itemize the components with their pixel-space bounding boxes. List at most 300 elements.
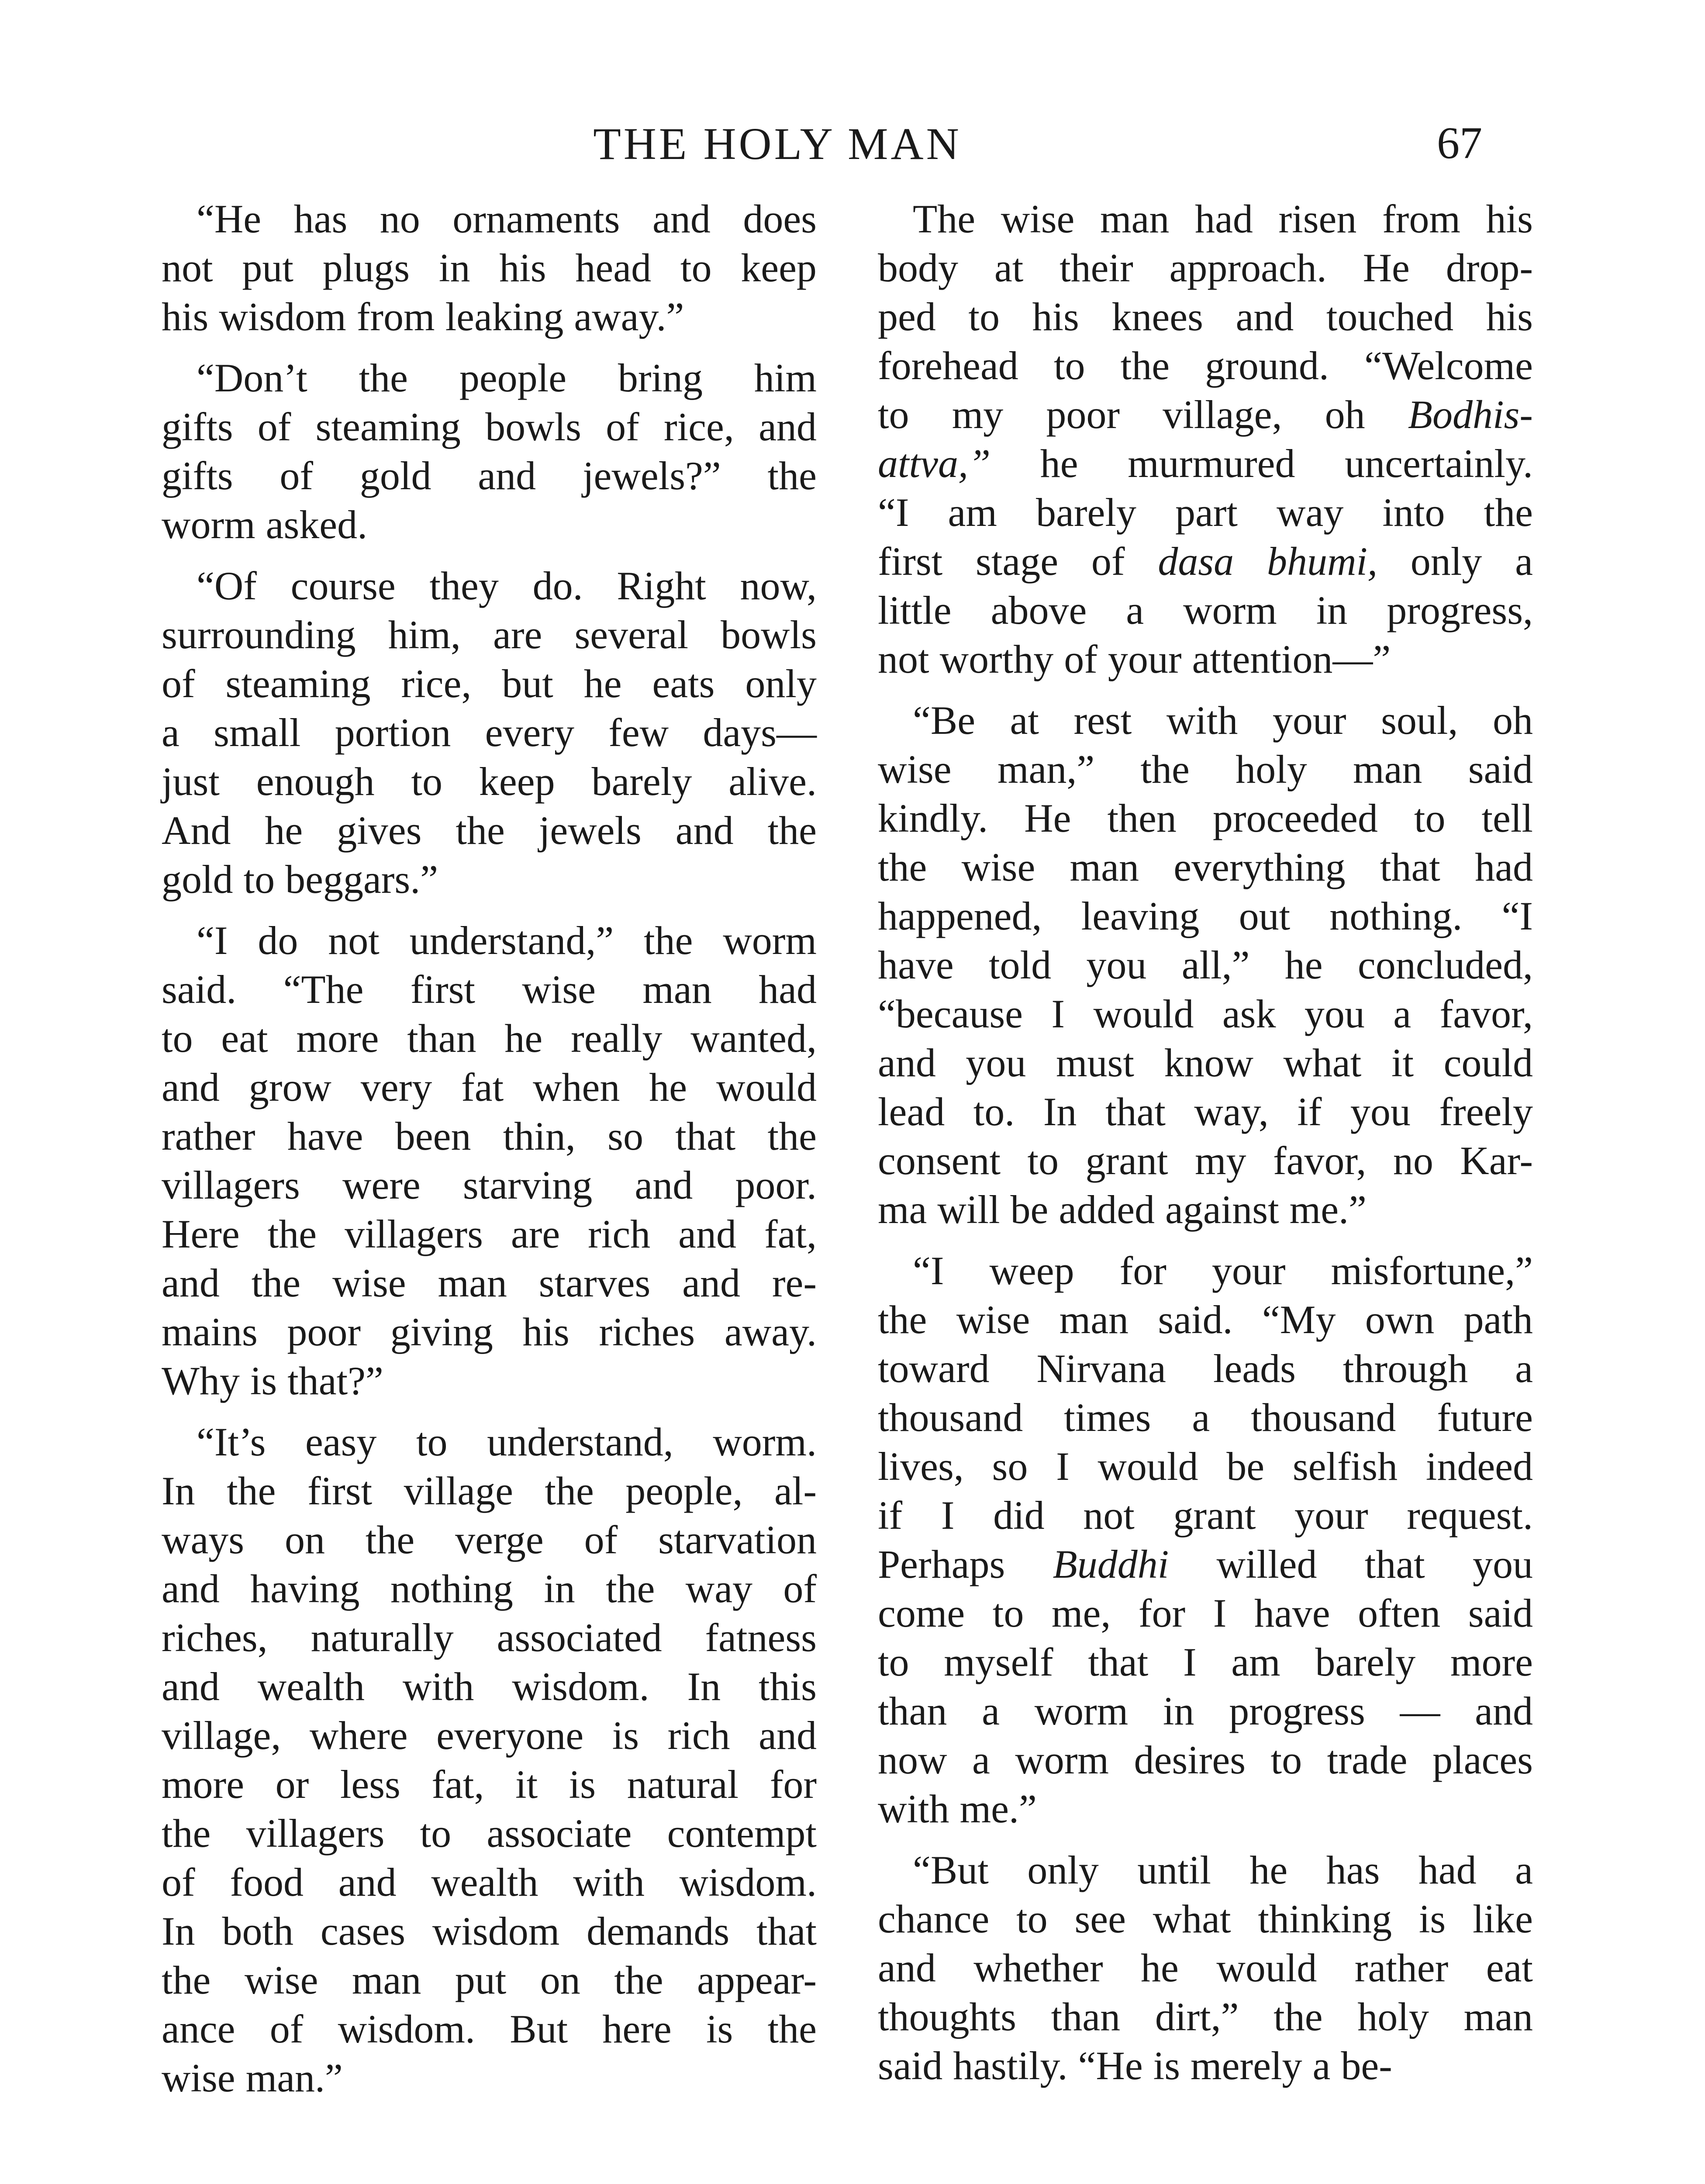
text-line <box>878 794 1533 843</box>
word: leaving <box>1081 894 1200 938</box>
word: that?” <box>287 1358 383 1403</box>
text-line <box>878 1784 1533 1833</box>
word: the <box>644 918 693 963</box>
word: from <box>1382 197 1460 241</box>
word: In <box>162 1909 195 1953</box>
word: man <box>1463 1994 1533 2039</box>
word: the <box>767 2007 817 2051</box>
word: understand, <box>487 1420 673 1464</box>
word: a <box>162 710 179 755</box>
paragraph <box>162 353 817 549</box>
text-line <box>878 1491 1533 1540</box>
word: rather <box>1354 1946 1449 1990</box>
word: wise <box>522 967 596 1012</box>
text-line <box>878 1638 1533 1686</box>
word: is <box>1419 1897 1446 1941</box>
word: easy <box>305 1420 377 1464</box>
word: wisdom <box>219 294 346 339</box>
word: thoughts <box>878 1994 1016 2039</box>
word: wisdom. <box>338 2007 475 2051</box>
text-line <box>878 341 1533 390</box>
word: “My <box>1262 1297 1336 1342</box>
word: He <box>1363 245 1410 290</box>
text-line <box>878 1943 1533 1992</box>
word: not <box>1083 1493 1135 1538</box>
text-line <box>162 1209 817 1258</box>
word: had <box>1475 845 1533 889</box>
word: uncertainly. <box>1345 441 1533 486</box>
word: to. <box>973 1089 1015 1134</box>
word: would <box>1216 1946 1317 1990</box>
word: ground. <box>1205 343 1329 388</box>
word: worm <box>723 918 817 963</box>
word: the <box>878 1297 927 1342</box>
paragraph <box>878 696 1533 1234</box>
word: do. <box>532 563 583 608</box>
word: freely <box>1439 1089 1533 1134</box>
word: wise <box>1001 197 1075 241</box>
word: barely <box>1315 1640 1416 1684</box>
paragraph-gap <box>162 341 817 353</box>
word: now, <box>740 563 817 608</box>
word: thin, <box>503 1114 576 1158</box>
word: nothing <box>390 1566 513 1611</box>
text-line <box>162 855 817 904</box>
word: to <box>968 294 1000 339</box>
text-line <box>878 1185 1533 1234</box>
word: riches, <box>162 1615 268 1660</box>
word: ornaments <box>452 197 620 241</box>
word: way <box>1277 490 1344 535</box>
word: you <box>1304 992 1365 1036</box>
word: has <box>293 197 348 241</box>
word: way, <box>1194 1089 1269 1134</box>
word: steaming <box>315 404 461 449</box>
text-line <box>162 194 817 243</box>
word: where <box>309 1713 408 1758</box>
word: at <box>994 245 1024 290</box>
word: his <box>1486 197 1533 241</box>
word: thousand <box>878 1395 1023 1440</box>
word: gifts <box>162 453 233 498</box>
word: starvation <box>658 1517 817 1562</box>
word: of <box>584 1517 618 1562</box>
word: have <box>287 1114 363 1158</box>
word: leads <box>1213 1346 1296 1391</box>
word: to <box>1016 1897 1048 1941</box>
word: He <box>1024 796 1071 840</box>
word: to <box>878 392 909 437</box>
word: him <box>754 356 817 400</box>
word: like <box>1472 1897 1533 1941</box>
word: “Of <box>197 563 257 608</box>
word: rather <box>162 1114 255 1158</box>
word: if <box>1297 1089 1322 1134</box>
word: and <box>759 404 817 449</box>
word: in <box>438 245 470 290</box>
word: he <box>649 1065 687 1109</box>
word: be- <box>1341 2043 1392 2088</box>
word: approach. <box>1169 245 1327 290</box>
word: wise <box>961 845 1035 889</box>
word: villagers <box>345 1212 483 1256</box>
word: wisdom. <box>512 1664 649 1709</box>
word: village, <box>1163 392 1282 437</box>
word: they <box>429 563 499 608</box>
word: to <box>1270 1738 1302 1782</box>
text-line <box>878 696 1533 745</box>
word: with <box>1166 698 1238 743</box>
word: holy <box>1236 747 1307 791</box>
word: of <box>269 2007 304 2051</box>
word: to <box>420 1811 452 1856</box>
word: on <box>540 1958 580 2002</box>
word: And <box>162 808 231 853</box>
word: “It’s <box>197 1420 266 1464</box>
word: were <box>342 1163 421 1207</box>
word: than <box>407 1016 476 1061</box>
text-line <box>162 243 817 292</box>
word: worm <box>1183 588 1277 632</box>
word: he <box>1284 943 1323 987</box>
word: for <box>770 1762 817 1807</box>
text-line <box>878 488 1533 537</box>
word: the <box>767 1114 817 1158</box>
word: starving <box>462 1163 593 1207</box>
word: way <box>685 1566 753 1611</box>
word: the <box>227 1469 276 1513</box>
word: man <box>642 967 712 1012</box>
word: so <box>607 1114 643 1158</box>
word: grant <box>1085 1138 1168 1183</box>
word: you <box>966 1040 1026 1085</box>
word: and <box>878 1040 936 1085</box>
word: from <box>356 294 435 339</box>
word: me.” <box>1289 1187 1367 1232</box>
word: to <box>1027 1138 1059 1183</box>
word: to <box>878 1640 909 1684</box>
word: favor, <box>1439 992 1533 1036</box>
word: if <box>878 1493 903 1538</box>
word: few <box>608 710 669 755</box>
word: and <box>162 1664 220 1709</box>
text-line <box>162 1112 817 1161</box>
word: The <box>913 197 976 241</box>
word: I <box>1183 1640 1197 1684</box>
word: “I <box>913 1248 944 1293</box>
word: future <box>1437 1395 1533 1440</box>
text-line <box>878 1540 1533 1589</box>
word: me.” <box>959 1787 1037 1831</box>
word: man <box>438 1261 507 1305</box>
word: contempt <box>667 1811 817 1856</box>
word: jewels?” <box>582 453 721 498</box>
word: have <box>1254 1591 1330 1635</box>
word: and <box>338 1860 397 1904</box>
word: then <box>1107 796 1177 840</box>
word: Nirvana <box>1036 1346 1166 1391</box>
word: holy <box>1357 1994 1429 2039</box>
word: eat <box>221 1016 268 1061</box>
text-line <box>162 659 817 708</box>
word: villagers <box>162 1163 300 1207</box>
word: I <box>941 1493 955 1538</box>
word: with <box>878 1787 949 1831</box>
word: desires <box>1134 1738 1246 1782</box>
word: man <box>1353 747 1422 791</box>
word: tell <box>1481 796 1533 840</box>
word: into <box>1382 490 1445 535</box>
word: a <box>1515 1346 1533 1391</box>
word: keep <box>479 759 555 804</box>
word: “because <box>878 992 1023 1036</box>
word: a <box>1515 1848 1533 1892</box>
word: body <box>878 245 958 290</box>
word: Why <box>162 1358 240 1403</box>
word: understand,” <box>409 918 614 963</box>
word: enough <box>256 759 375 804</box>
word: toward <box>878 1346 990 1391</box>
word: more <box>296 1016 379 1061</box>
word: no <box>380 197 420 241</box>
word: him, <box>388 612 461 657</box>
word: lead <box>878 1089 945 1134</box>
word: for <box>1138 1591 1186 1635</box>
word: rich <box>667 1713 730 1758</box>
text-line <box>162 1466 817 1515</box>
word: wisdom. <box>679 1860 817 1904</box>
text-column-left <box>162 194 817 2102</box>
word: favor, <box>1273 1138 1367 1183</box>
word: poor. <box>735 1163 817 1207</box>
word: Bodhis- <box>1408 392 1533 437</box>
word: people, <box>625 1469 743 1513</box>
text-line <box>162 1613 817 1662</box>
word: knees <box>1111 294 1203 339</box>
text-line <box>162 1515 817 1564</box>
paragraph-gap <box>162 904 817 916</box>
word: had <box>1195 197 1253 241</box>
text-line <box>878 1589 1533 1638</box>
word: of <box>606 404 639 449</box>
word: and <box>162 1566 220 1611</box>
paragraph-gap <box>162 1405 817 1417</box>
word: keep <box>741 245 817 290</box>
word: ways <box>162 1517 245 1562</box>
text-line <box>878 1087 1533 1136</box>
word: know <box>1164 1040 1253 1085</box>
word: are <box>511 1212 560 1256</box>
word: come <box>878 1591 965 1635</box>
word: myself <box>944 1640 1053 1684</box>
text-line <box>162 1307 817 1356</box>
word: consent <box>878 1138 1001 1183</box>
word: leaking <box>445 294 564 339</box>
word: village <box>404 1469 513 1513</box>
text-line <box>162 1858 817 1907</box>
word: worm. <box>713 1420 817 1464</box>
text-line <box>162 1564 817 1613</box>
word: rich <box>588 1212 651 1256</box>
text-line <box>878 635 1533 684</box>
word: it <box>515 1762 538 1807</box>
word: and <box>478 453 536 498</box>
word: to <box>992 1591 1024 1635</box>
word: and <box>652 197 711 241</box>
word: now <box>878 1738 947 1782</box>
word: and <box>678 1212 736 1256</box>
word: dasa <box>1158 539 1234 584</box>
text-line <box>162 610 817 659</box>
word: kindly. <box>878 796 988 840</box>
word: of <box>162 661 195 706</box>
word: Buddhi <box>1053 1542 1169 1586</box>
word: “The <box>283 967 364 1012</box>
word: would <box>716 1065 817 1109</box>
word: — <box>1400 1689 1440 1733</box>
word: concluded, <box>1357 943 1533 987</box>
word: the <box>606 1566 655 1611</box>
word: head <box>575 245 652 290</box>
text-line <box>878 1845 1533 1894</box>
word: first <box>878 539 943 584</box>
word: grow <box>249 1065 331 1109</box>
text-line <box>162 2053 817 2102</box>
word: “Be <box>913 698 976 743</box>
word: giving <box>390 1310 493 1354</box>
word: several <box>574 612 689 657</box>
word: my <box>1194 1138 1246 1183</box>
word: oh <box>1325 392 1365 437</box>
word: I <box>1051 992 1065 1036</box>
word: “Don’t <box>197 356 307 400</box>
word: to <box>680 245 712 290</box>
word: been <box>395 1114 471 1158</box>
text-line <box>878 892 1533 940</box>
text-line <box>878 390 1533 439</box>
word: “I <box>1501 894 1533 938</box>
word: stage <box>976 539 1059 584</box>
page-number: 67 <box>1437 118 1482 168</box>
word: “I <box>878 490 909 535</box>
word: and <box>878 1946 936 1990</box>
word: attention—” <box>1192 637 1391 681</box>
word: above <box>991 588 1087 632</box>
word: you <box>1086 943 1147 987</box>
word: your <box>1108 637 1182 681</box>
word: steaming <box>225 661 371 706</box>
text-line <box>162 1907 817 1956</box>
word: no <box>1393 1138 1433 1183</box>
word: plugs <box>322 245 410 290</box>
word: said <box>1468 747 1533 791</box>
text-line <box>162 1711 817 1760</box>
word: wise <box>878 747 952 791</box>
word: mains <box>162 1310 258 1354</box>
word: barely <box>591 759 692 804</box>
word: ance <box>162 2007 235 2051</box>
word: “He <box>1078 2043 1143 2088</box>
word: man <box>1059 1297 1129 1342</box>
word: request. <box>1407 1493 1533 1538</box>
word: would <box>1093 992 1194 1036</box>
word: said <box>878 2043 943 2088</box>
word: verge <box>455 1517 544 1562</box>
word: of <box>1064 637 1098 681</box>
text-line <box>162 1956 817 2004</box>
text-line <box>878 1992 1533 2041</box>
word: asked. <box>266 502 368 547</box>
word: little <box>878 588 952 632</box>
word: his <box>522 1310 569 1354</box>
word: that <box>1380 845 1440 889</box>
word: man,” <box>997 747 1095 791</box>
word: alive. <box>728 759 817 804</box>
word: thinking <box>1258 1897 1392 1941</box>
word: Kar- <box>1460 1138 1533 1183</box>
text-line <box>878 586 1533 635</box>
word: put <box>242 245 293 290</box>
word: wisdom <box>432 1909 560 1953</box>
word: so <box>992 1444 1028 1489</box>
word: and <box>682 1261 740 1305</box>
word: the <box>359 356 408 400</box>
word: portion <box>335 710 451 755</box>
word: riches <box>599 1310 695 1354</box>
word: path <box>1463 1297 1533 1342</box>
word: nothing. <box>1329 894 1463 938</box>
word: of <box>257 404 291 449</box>
word: man <box>352 1958 421 2002</box>
word: the <box>251 1261 301 1305</box>
word: gives <box>337 808 422 853</box>
word: the <box>365 1517 415 1562</box>
word: a <box>1515 539 1533 584</box>
word: food <box>230 1860 304 1904</box>
text-line <box>162 353 817 402</box>
text-line <box>162 561 817 610</box>
word: gold <box>359 453 431 498</box>
word: Here <box>162 1212 240 1256</box>
word: indeed <box>1425 1444 1533 1489</box>
word: his <box>1032 294 1079 339</box>
paragraph-gap <box>878 684 1533 696</box>
text-line <box>162 1063 817 1112</box>
word: touched <box>1326 294 1454 339</box>
word: in <box>1163 1689 1194 1733</box>
word: a <box>1126 588 1144 632</box>
text-line <box>878 1295 1533 1344</box>
word: proceeded <box>1212 796 1378 840</box>
word: the <box>1274 1994 1323 2039</box>
word: “But <box>913 1848 989 1892</box>
word: away.” <box>574 294 684 339</box>
paragraph <box>162 1417 817 2102</box>
word: progress, <box>1387 588 1533 632</box>
word: first <box>410 967 475 1012</box>
word: with <box>573 1860 645 1904</box>
paragraph <box>878 1246 1533 1833</box>
text-line <box>878 1442 1533 1491</box>
word: has <box>1326 1848 1380 1892</box>
word: you <box>1472 1542 1533 1586</box>
word: his <box>162 294 209 339</box>
word: told <box>988 943 1052 987</box>
text-column-right <box>878 194 1533 2090</box>
word: dirt,” <box>1155 1994 1239 2039</box>
word: he <box>1249 1848 1288 1892</box>
text-line <box>162 1356 817 1405</box>
